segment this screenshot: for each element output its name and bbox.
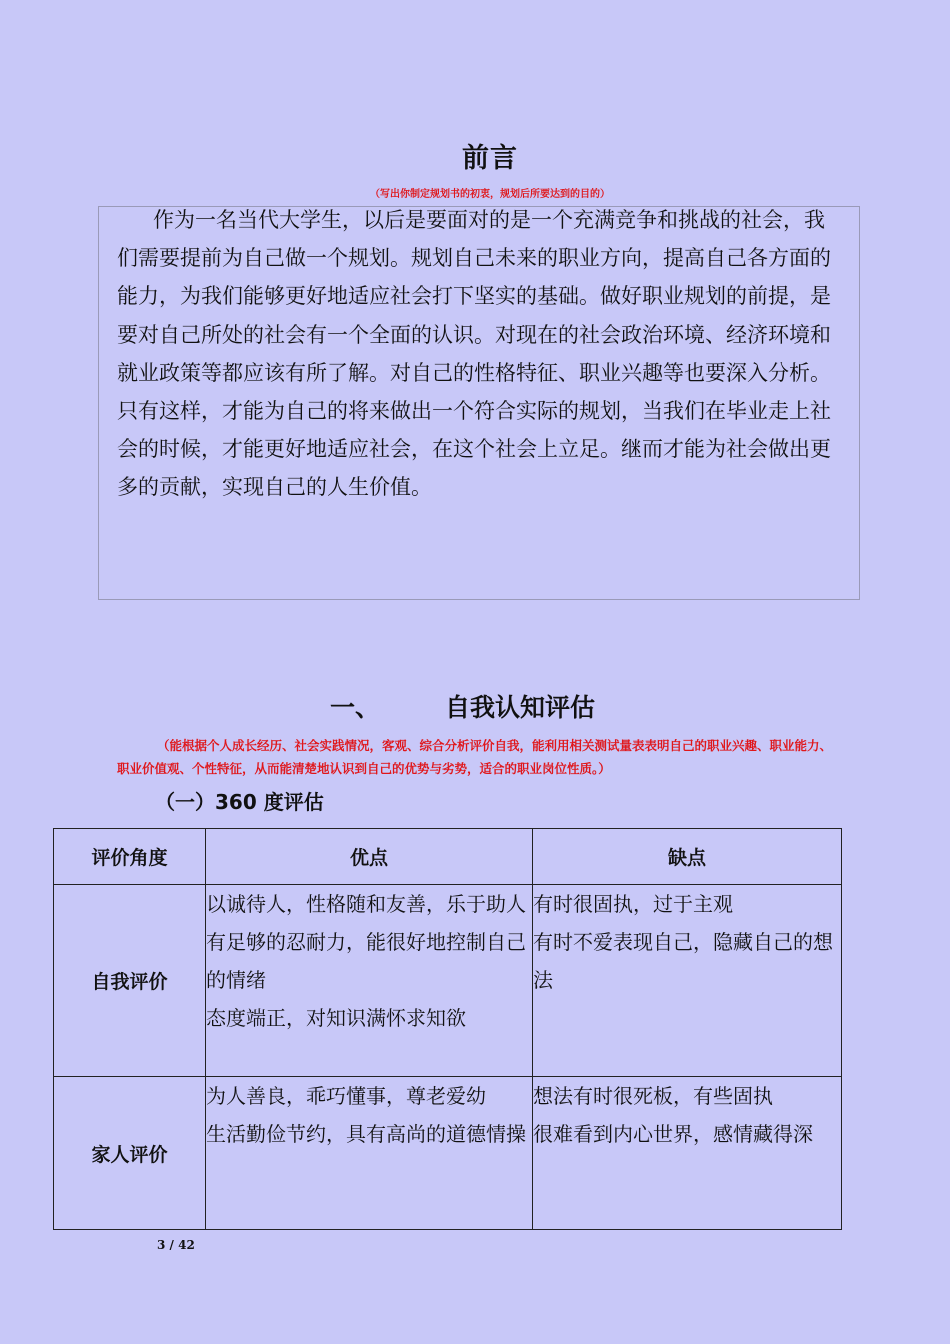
cons-item: 有时很固执，过于主观 <box>533 892 733 916</box>
row-angle: 自我评价 <box>54 885 206 1077</box>
row-pros <box>206 1077 533 1230</box>
section-note: （能根据个人成长经历、社会实践情况，客观、综合分析评价自我，能利用相关测试量表表明自己的职业兴趣、职业能力、职业价值观、个性特征，从而能清楚地认识到自己的优势与劣势，适合的职业岗位性质。） <box>117 738 833 776</box>
sub-heading: （一）360 度评估 <box>155 790 324 814</box>
table-row <box>54 885 842 1077</box>
preface-body: 作为一名当代大学生，以后是要面对的是一个充满竞争和挑战的社会，我们需要提前为自己做一个规划。规划自己未来的职业方向，提高自己各方面的能力，为我们能够更好地适应社会打下坚实的基础。做好职业规划的前提，是要对自己所处的社会有一个全面的认识。对现在的社会政治环境、经济环境和就业政策等都应该有所了解。对自己的性格特征、职业兴趣等也要深入分析。只有这样，才能为自己的将来做出一个符合实际的规划，当我们在毕业走上社会的时候，才能更好地适应社会，在这个社会上立足。继而才能为社会做出更多的贡献，实现自己的人生价值。 <box>117 208 831 500</box>
pros-item: 以诚待人，性格随和友善，乐于助人 <box>206 892 526 916</box>
cons-item: 有时不爱表现自己，隐藏自己的想法 <box>533 930 833 992</box>
preface-title: 前言 <box>462 143 518 174</box>
row-cons <box>533 1077 842 1230</box>
cons-item: 想法有时很死板，有些固执 <box>533 1084 773 1108</box>
cons-item: 很难看到内心世界，感情藏得深 <box>533 1122 813 1146</box>
section-title: 自我认知评估 <box>445 693 596 722</box>
header-cons: 缺点 <box>533 829 842 885</box>
preface-note: （写出你制定规划书的初衷，规划后所要达到的目的） <box>370 189 610 200</box>
section-number: 一、 <box>330 693 381 722</box>
table-header-row <box>54 829 842 885</box>
row-pros <box>206 885 533 1077</box>
row-cons <box>533 885 842 1077</box>
evaluation-table <box>53 828 842 1230</box>
row-angle: 家人评价 <box>54 1077 206 1230</box>
header-angle: 评价角度 <box>54 829 206 885</box>
pros-item: 为人善良，乖巧懂事，尊老爱幼 <box>206 1084 486 1108</box>
pros-item: 生活勤俭节约，具有高尚的道德情操 <box>206 1122 526 1146</box>
page-number: 3 / 42 <box>157 1238 195 1252</box>
pros-item: 态度端正，对知识满怀求知欲 <box>206 1006 466 1030</box>
pros-item: 有足够的忍耐力，能很好地控制自己的情绪 <box>206 930 526 992</box>
table-row <box>54 1077 842 1230</box>
header-pros: 优点 <box>206 829 533 885</box>
